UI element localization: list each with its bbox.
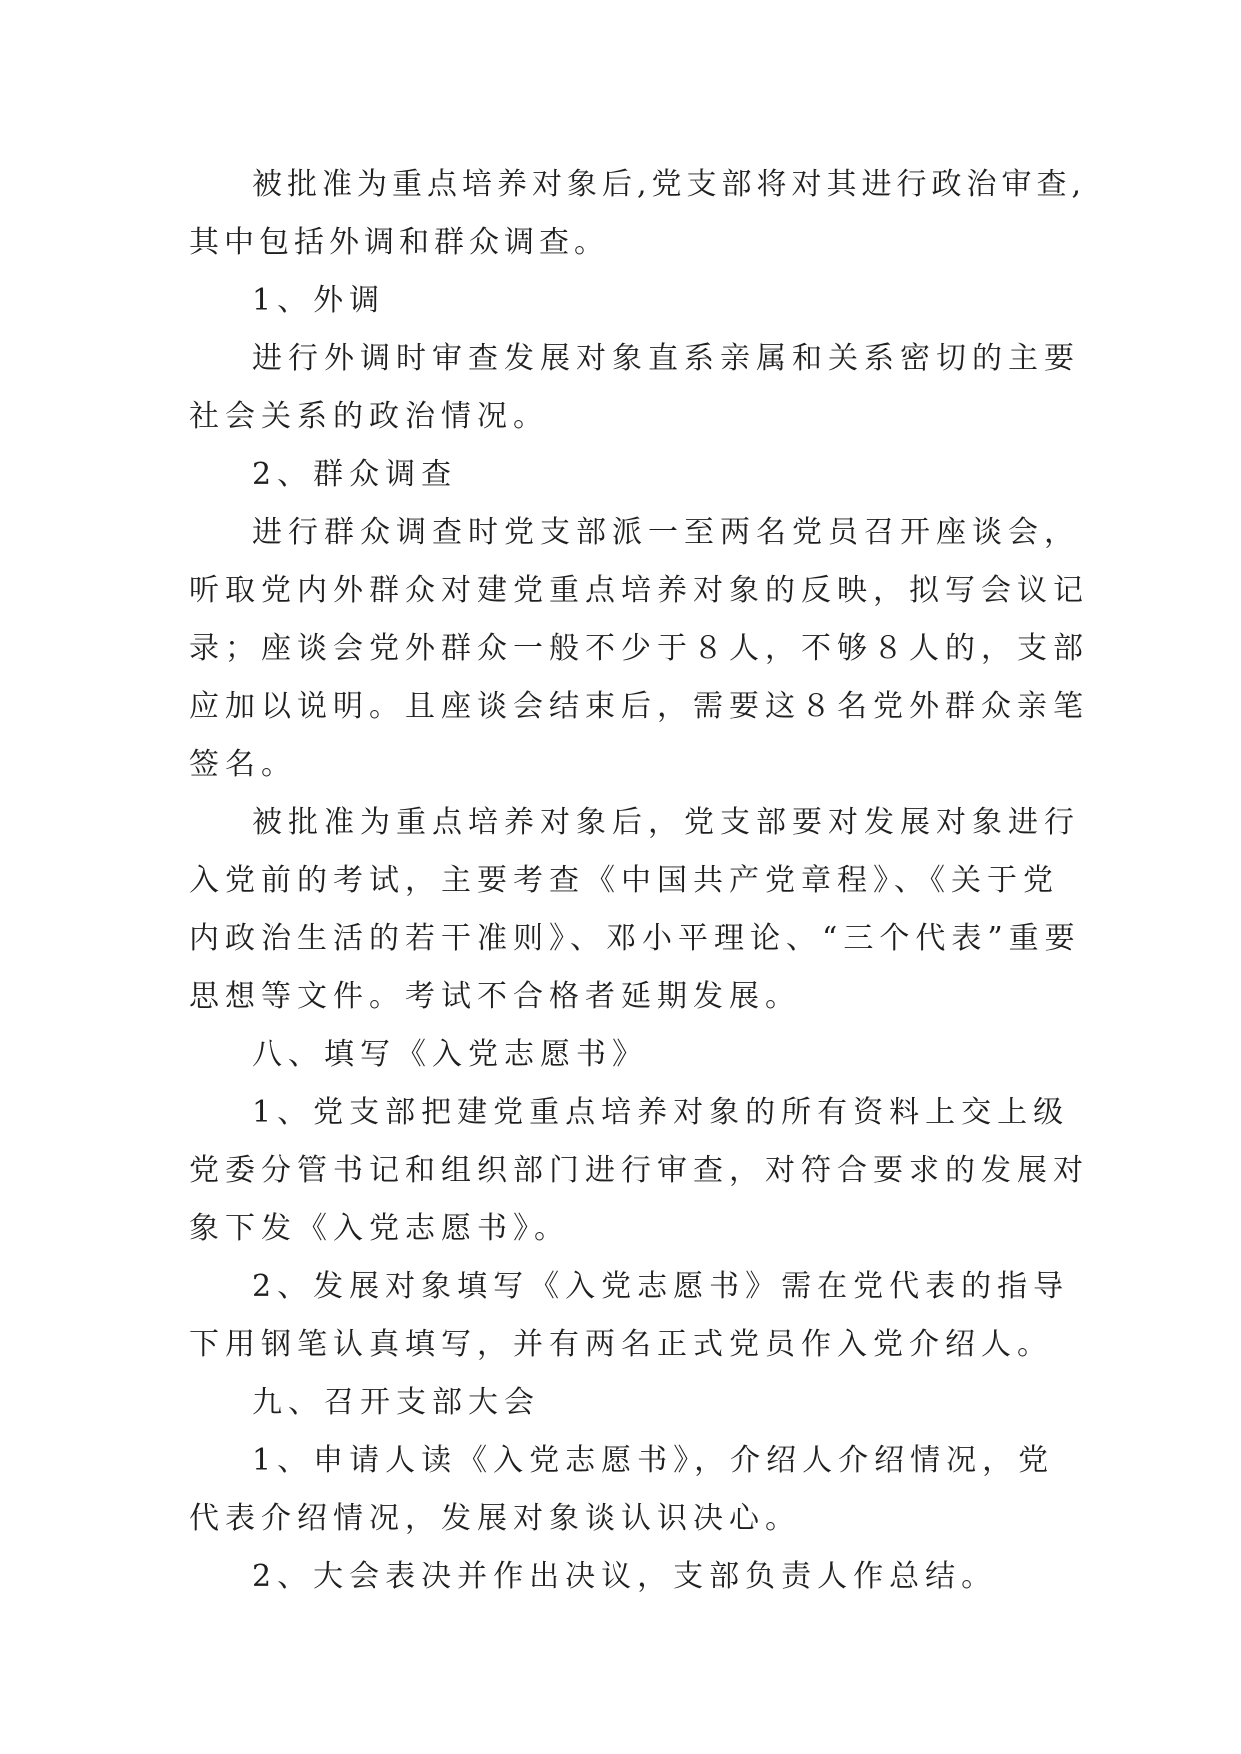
heading-mass-survey: 2、群众调查: [252, 457, 458, 492]
paragraph-fill-application: 2、发展对象填写《入党志愿书》需在党代表的指导下用钢笔认真填写，并有两名正式党员作入党介绍人。: [189, 1269, 1070, 1362]
heading-external-investigation: 1、外调: [252, 283, 386, 318]
paragraph-political-review: 被批准为重点培养对象后,党支部将对其进行政治审查,其中包括外调和群众调查。: [189, 167, 1087, 260]
heading-section-nine: 九、召开支部大会: [252, 1385, 540, 1420]
paragraph-materials-review: 1、党支部把建党重点培养对象的所有资料上交上级党委分管书记和组织部门进行审查，对符合要求的发展对象下发《入党志愿书》。: [189, 1095, 1089, 1246]
document-body: [189, 156, 1089, 1606]
paragraph-mass-survey: 进行群众调查时党支部派一至两名党员召开座谈会，听取党内外群众对建党重点培养对象的反映，拟写会议记录；座谈会党外群众一般不少于８人，不够８人的，支部应加以说明。且座谈会结束后，需要这８名党外群众亲笔签名。: [189, 515, 1089, 782]
paragraph-vote-resolution: 2、大会表决并作出决议，支部负责人作总结。: [252, 1559, 998, 1594]
paragraph-applicant-reads: 1、申请人读《入党志愿书》，介绍人介绍情况，党代表介绍情况，发展对象谈认识决心。: [189, 1443, 1055, 1536]
paragraph-pre-admission-exam: 被批准为重点培养对象后，党支部要对发展对象进行入党前的考试，主要考查《中国共产党章程》、《关于党内政治生活的若干准则》、邓小平理论、“三个代表”重要思想等文件。考试不合格者延期发展。: [189, 805, 1081, 1014]
heading-section-eight: 八、填写《入党志愿书》: [252, 1037, 648, 1072]
paragraph-external-investigation: 进行外调时审查发展对象直系亲属和关系密切的主要社会关系的政治情况。: [189, 341, 1080, 434]
